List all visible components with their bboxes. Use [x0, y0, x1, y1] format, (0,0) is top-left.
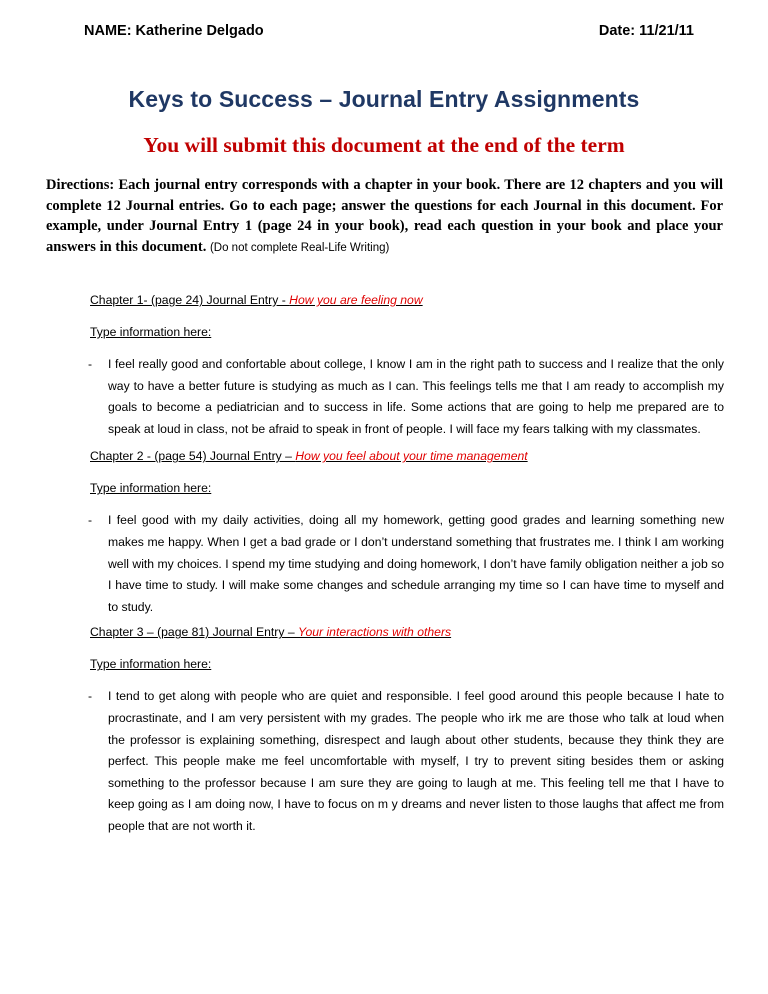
- directions-paragraph: [46, 175, 723, 258]
- page-title: Keys to Success – Journal Entry Assignments: [128, 86, 640, 112]
- chapter-heading-text: Chapter 2 - (page 54) Journal Entry –: [90, 449, 296, 464]
- chapter-topic: How you feel about your time management: [295, 449, 528, 464]
- chapter-topic: Your interactions with others: [298, 625, 452, 640]
- header-row: [84, 23, 694, 39]
- student-name: NAME: Katherine Delgado: [84, 23, 264, 39]
- list-bullet: -: [88, 357, 93, 371]
- journal-answer-text: I feel really good and confortable about college, I know I am in the right path to success and I realize that the only way to have a better future is studying as much as I can. This feelings tells me that I am ready to accomplish my goals to become a pediatrician and to success in life. Some actions that are going to help me prepared are to speak at loud in class, not be afraid to speak in front of people. I will face my fears talking with my classmates.: [108, 357, 724, 436]
- chapter-heading-text: Chapter 3 – (page 81) Journal Entry –: [90, 625, 298, 640]
- chapter-heading: [90, 622, 724, 642]
- journal-answer-text: I feel good with my daily activities, doing all my homework, getting good grades and learning something new makes me happy. When I get a bad grade or I don’t understand something that frustrates me. I think I am working well with my choices. I spend my time studying and doing homework, I don’t have family obligation neither a job so I have time to study. I will make some changes and schedule arranging my time so I can have time to myself and to study.: [108, 513, 724, 614]
- type-information-label: Type information here:: [90, 481, 212, 496]
- document-date: Date: 11/21/11: [598, 23, 694, 39]
- type-information-label: Type information here:: [90, 657, 212, 672]
- journal-answer-text: I tend to get along with people who are quiet and responsible. I feel good around this people because I hate to procrastinate, and I am very persistent with my grades. The people who irk me are those who talk at loud when the professor is explaining something, disrespect and laugh about other students, because they think they are perfect. This people make me feel uncomfortable with myself, I try to prevent siting besides them or asking something to the professor because I am sure they are going to laugh at me. This feeling tell me that I have to keep going as I am doing now, I have to focus on m y dreams and never listen to those laughs that affect me from people that are not worth it.: [108, 689, 724, 833]
- chapter-heading-text: Chapter 1- (page 24) Journal Entry -: [90, 293, 290, 307]
- journal-answer: [90, 686, 724, 837]
- journal-answer: [90, 354, 724, 440]
- type-information-label: Type information here:: [90, 325, 212, 339]
- directions-text: Directions: Each journal entry corresponds with a chapter in your book. There are 12 chapters and you will complete 12 Journal entries. Go to each page; answer the questions for each Journal in this document. For example, under Journal Entry 1 (page 24 in your book), read each question in your book and place your answers in this document.: [46, 177, 723, 255]
- list-bullet: -: [88, 513, 93, 528]
- chapter-topic: How you are feeling now: [289, 293, 423, 307]
- chapter-heading: [90, 446, 724, 466]
- directions-note: (Do not complete Real-Life Writing): [209, 241, 390, 254]
- chapter-heading: [90, 290, 724, 310]
- list-bullet: -: [88, 689, 93, 704]
- journal-answer: [90, 510, 724, 618]
- journal-entries: [90, 290, 724, 840]
- page-subtitle: You will submit this document at the end of the term: [143, 133, 625, 157]
